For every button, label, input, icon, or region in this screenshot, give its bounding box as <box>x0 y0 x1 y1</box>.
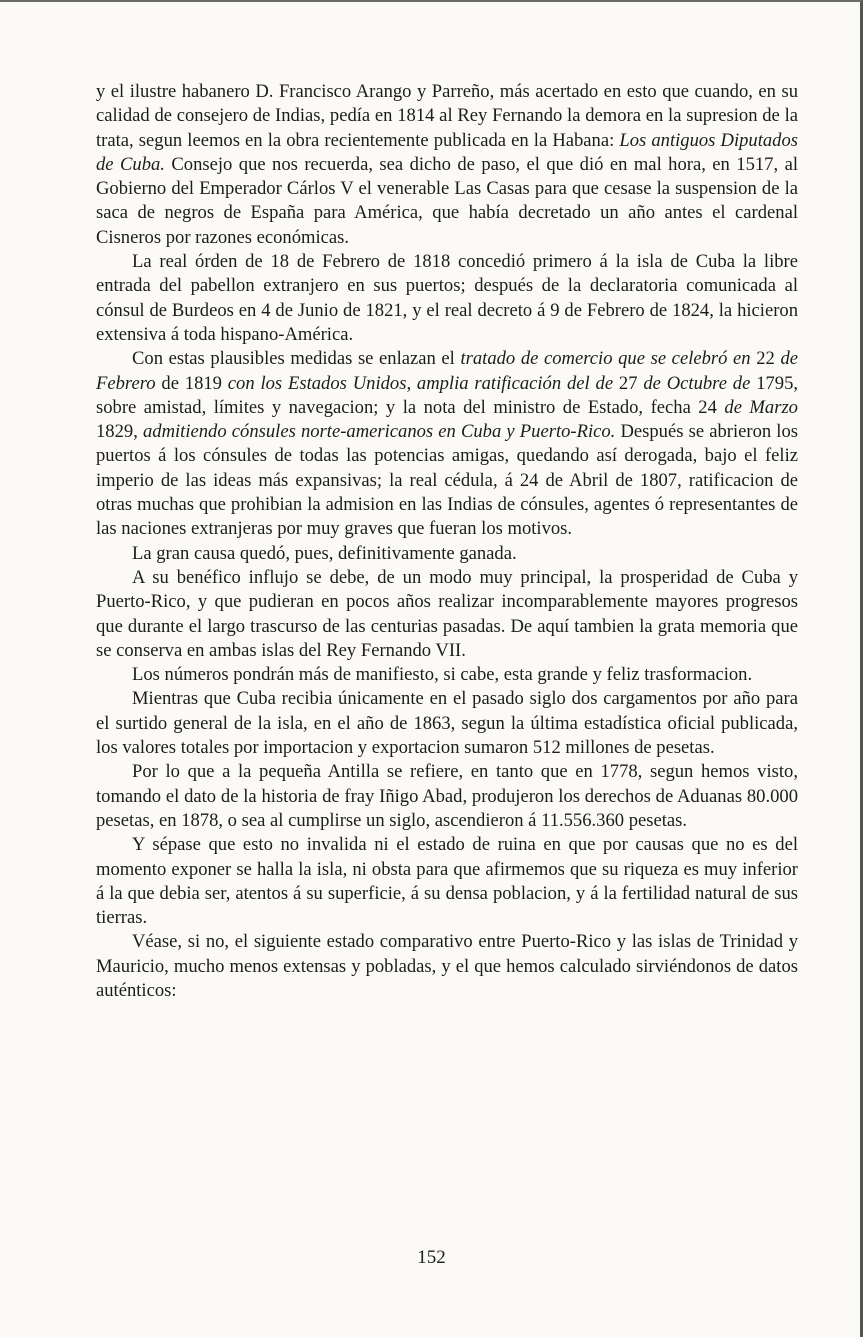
body-text <box>96 80 798 1003</box>
italic-text: de Febrero <box>96 348 798 394</box>
text-run: Con estas plausibles medidas se enlazan el <box>132 348 461 370</box>
text-run: Los números pondrán más de manifiesto, si cabe, esta grande y feliz trasformacion. <box>132 664 753 686</box>
paragraph <box>96 250 798 347</box>
italic-text: de Octubre de <box>643 372 751 394</box>
paragraph <box>96 542 798 566</box>
paragraph <box>96 663 798 687</box>
text-run: 1829, <box>96 421 143 443</box>
text-run: de 1819 <box>155 372 228 394</box>
paragraph <box>96 347 798 541</box>
paragraph <box>96 833 798 930</box>
text-run: 1795, sobre amistad, límites y navegacion; y la nota del ministro de Estado, fecha 24 <box>96 372 799 418</box>
text-run: Después se abrieron los puertos á los cónsules de todas las potencias amigas, quedando así derogada, bajo el feliz imperio de las ideas más expansivas; la real cédula, á 24 de Abril de 1807, ratificacion de otras muchas que prohibian la admision en las Indias de cónsules, agentes ó representantes de las naciones extranjeras por muy graves que fueran los motivos. <box>96 421 799 540</box>
text-run: Consejo que nos recuerda, sea dicho de paso, el que dió en mal hora, en 1517, al Gobierno del Emperador Cárlos V el venerable Las Casas para que cesase la suspension de la saca de negros de España para América, que había decretado un año antes el cardenal Cisneros por razones económicas. <box>96 153 798 248</box>
page-number: 152 <box>417 1247 446 1268</box>
text-run: 27 <box>613 372 644 394</box>
text-run: La real órden de 18 de Febrero de 1818 concedió primero á la isla de Cuba la libre entrada del pabellon extranjero en sus puertos; después de la declaratoria comunicada al cónsul de Burdeos en 4 de Junio de 1821, y el real decreto á 9 de Febrero de 1824, la hicieron extensiva á toda hispano-América. <box>96 251 798 345</box>
paragraph <box>96 760 798 833</box>
text-run: Véase, si no, el siguiente estado comparativo entre Puerto-Rico y las islas de Trinidad y Mauricio, mucho menos extensas y pobladas, y el que hemos calculado sirviéndonos de datos auténticos: <box>96 931 798 1001</box>
text-run: Por lo que a la pequeña Antilla se refiere, en tanto que en 1778, segun hemos visto, tomando el dato de la historia de fray Iñigo Abad, produjeron los derechos de Aduanas 80.000 pesetas, en 1878, o sea al cumplirse un siglo, ascendieron á 11.556.360 pesetas. <box>96 761 798 831</box>
paragraph <box>96 687 798 760</box>
paragraph <box>96 566 798 663</box>
italic-text: de Marzo <box>724 396 798 418</box>
italic-text: Los antiguos Diputados de Cuba. <box>96 129 798 175</box>
italic-text: con los Estados Unidos, amplia ratificación del de <box>227 372 614 394</box>
italic-text: tratado de comercio que se celebró en <box>460 348 751 370</box>
text-run: La gran causa quedó, pues, definitivamente ganada. <box>132 542 517 564</box>
text-run: A su benéfico influjo se debe, de un modo muy principal, la prosperidad de Cuba y Puerto-Rico, y que pudieran en pocos años realizar incomparablemente mayores progresos que durante el largo trascurso de las centurias pasadas. De aquí tambien la grata memoria que se conserva en ambas islas del Rey Fernando VII. <box>96 566 798 661</box>
paragraph <box>96 930 798 1003</box>
text-run: 22 <box>750 348 781 370</box>
paragraph <box>96 80 798 250</box>
text-run: y el ilustre habanero D. Francisco Arango y Parreño, más acertado en esto que cuando, en su calidad de consejero de Indias, pedía en 1814 al Rey Fernando la demora en la supresion de la trata, segun leemos en la obra recientemente publicada en la Habana: <box>96 81 798 151</box>
text-run: Mientras que Cuba recibia únicamente en el pasado siglo dos cargamentos por año para el surtido general de la isla, en el año de 1863, segun la última estadística oficial publicada, los valores totales por importacion y exportacion sumaron 512 millones de pesetas. <box>96 688 798 759</box>
italic-text: admitiendo cónsules norte-americanos en Cuba y Puerto-Rico. <box>142 421 616 443</box>
text-run: Y sépase que esto no invalida ni el estado de ruina en que por causas que no es del momento exponer se halla la isla, ni obsta para que afirmemos que su riqueza es muy inferior á la que debia ser, atentos á su superficie, á su densa poblacion, y á la fertilidad natural de sus tierras. <box>96 834 798 929</box>
